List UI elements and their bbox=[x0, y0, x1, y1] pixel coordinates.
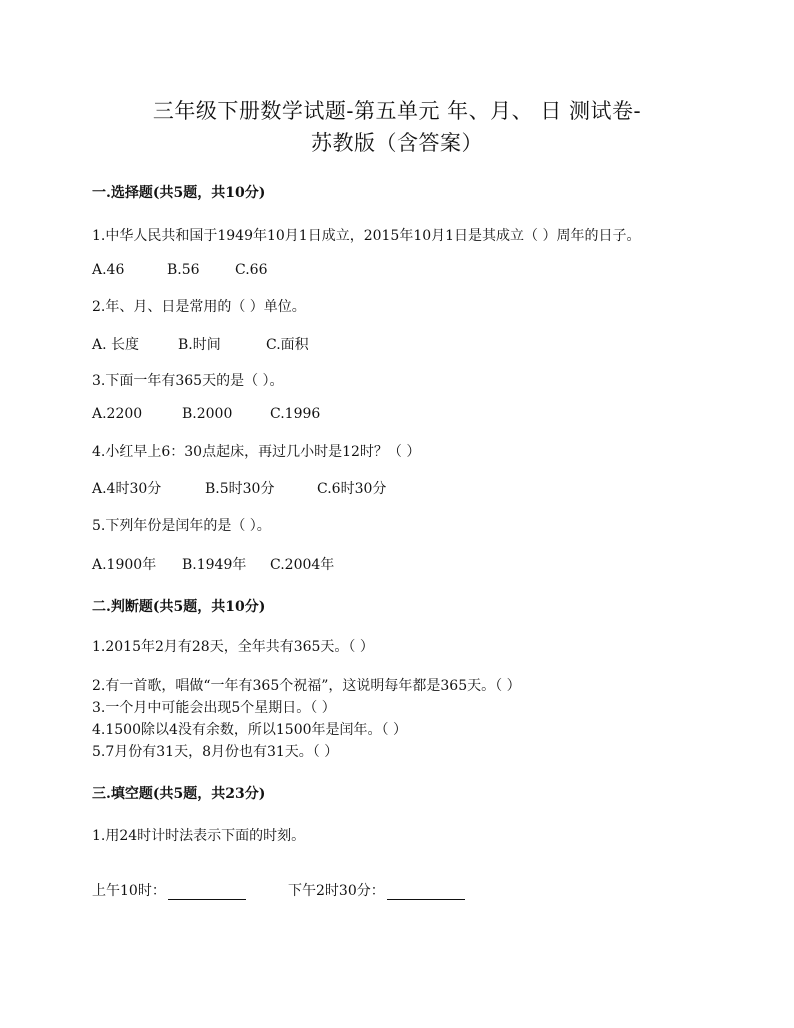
section-heading-fill: 三.填空题(共5题，共23分) bbox=[92, 786, 266, 802]
option-a: A.2200 bbox=[92, 406, 143, 422]
fill-item bbox=[288, 880, 465, 900]
question-text: 2.有一首歌，唱做“一年有365个祝福”，这说明每年都是365天。（ ） bbox=[92, 678, 521, 694]
question-text: 5.下列年份是闰年的是（ ）。 bbox=[92, 518, 271, 534]
section-heading-choice: 一.选择题(共5题，共10分) bbox=[92, 185, 266, 201]
question-text: 1.2015年2月有28天，全年共有365天。（ ） bbox=[92, 639, 374, 655]
option-b: B.1949年 bbox=[182, 557, 247, 573]
option-c: C.6时30分 bbox=[317, 481, 387, 497]
question-text: 3.一个月中可能会出现5个星期日。（ ） bbox=[92, 700, 336, 716]
section-heading-judgement: 二.判断题(共5题，共10分) bbox=[92, 599, 266, 615]
answer-blank[interactable] bbox=[168, 885, 246, 900]
option-c: C.面积 bbox=[266, 337, 309, 353]
question-text: 4.小红早上6：30点起床，再过几小时是12时？（ ） bbox=[92, 444, 421, 460]
option-a: A.4时30分 bbox=[92, 481, 162, 497]
question-text: 3.下面一年有365天的是（ ）。 bbox=[92, 373, 284, 389]
option-b: B.5时30分 bbox=[205, 481, 275, 497]
fill-label: 下午2时30分： bbox=[288, 883, 385, 899]
question-text: 1.中华人民共和国于1949年10月1日成立，2015年10月1日是其成立（ ）周年的日子。 bbox=[92, 228, 641, 244]
answer-blank[interactable] bbox=[387, 885, 465, 900]
option-c: C.66 bbox=[235, 262, 268, 278]
option-b: B.2000 bbox=[182, 406, 233, 422]
option-b: B.56 bbox=[167, 262, 200, 278]
document-title-line-1: 三年级下册数学试题-第五单元 年、月、 日 测试卷- bbox=[152, 99, 642, 123]
question-text: 4.1500除以4没有余数，所以1500年是闰年。（ ） bbox=[92, 722, 407, 738]
option-c: C.2004年 bbox=[270, 557, 335, 573]
option-a: A.46 bbox=[92, 262, 125, 278]
document-title-line-2: 苏教版（含答案） bbox=[311, 131, 483, 155]
fill-row bbox=[92, 880, 492, 900]
question-text: 1.用24时计时法表示下面的时刻。 bbox=[92, 828, 306, 844]
fill-label: 上午10时： bbox=[92, 883, 166, 899]
fill-item bbox=[92, 880, 246, 900]
option-a: A.1900年 bbox=[92, 557, 157, 573]
question-text: 5.7月份有31天，8月份也有31天。（ ） bbox=[92, 744, 339, 760]
question-text: 2.年、月、日是常用的（ ）单位。 bbox=[92, 299, 306, 315]
option-c: C.1996 bbox=[270, 406, 321, 422]
option-b: B.时间 bbox=[178, 337, 221, 353]
option-a: A. 长度 bbox=[92, 337, 140, 353]
